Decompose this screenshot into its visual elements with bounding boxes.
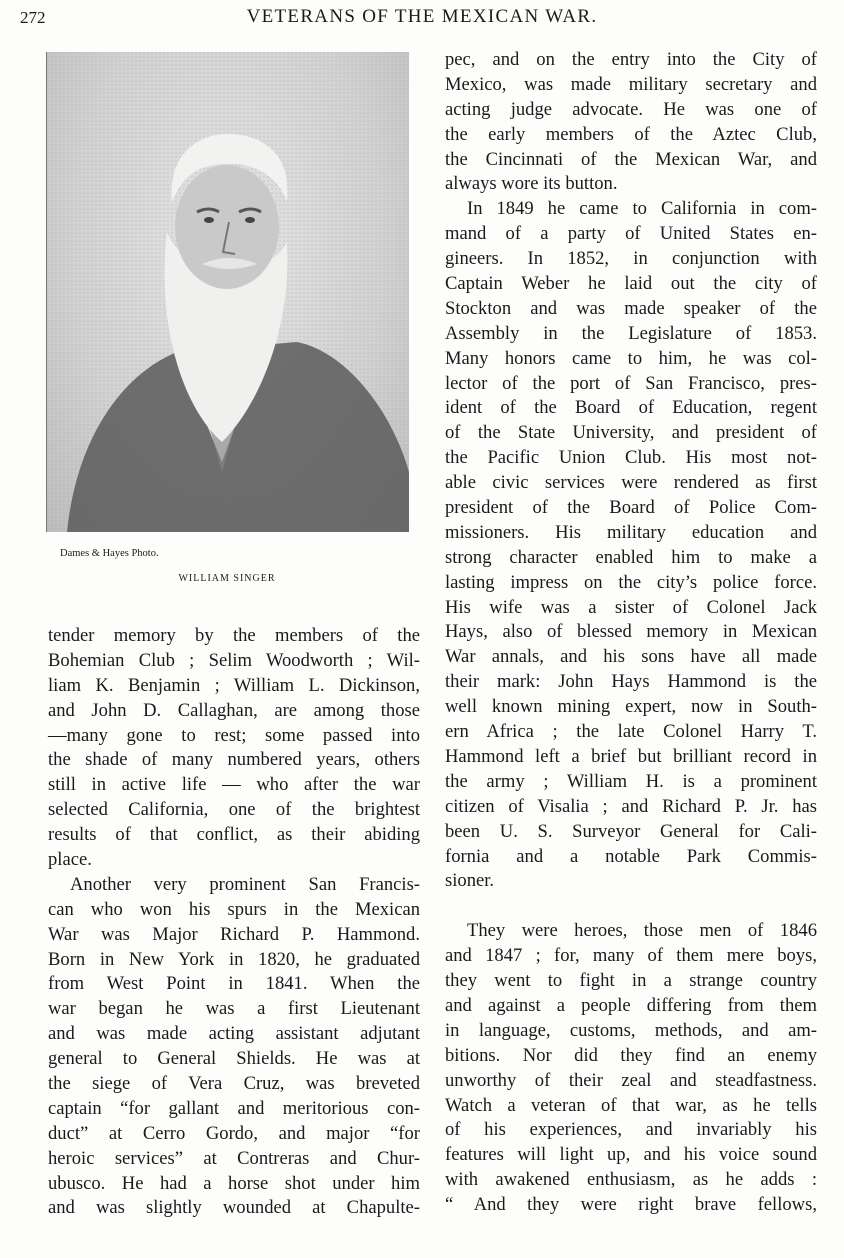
text-line: captain “for gallant and meritorious con- — [48, 1097, 420, 1119]
text-line: the Pacific Union Club. His most not- — [445, 447, 817, 469]
text-line: In 1849 he came to California in com- — [467, 198, 817, 220]
text-line: able civic services were rendered as first — [445, 472, 817, 494]
text-line: been U. S. Surveyor General for Cali- — [445, 820, 817, 842]
text-line: results of that conflict, as their abiding — [48, 824, 420, 846]
text-line: ident of the Board of Education, regent — [445, 397, 817, 419]
portrait-photo — [46, 52, 409, 532]
figure-caption: WILLIAM SINGER — [178, 573, 276, 584]
page-number: 272 — [20, 8, 46, 27]
text-line: Many honors came to him, he was col- — [445, 347, 817, 369]
text-line: Assembly in the Legislature of 1853. — [445, 322, 817, 344]
text-line: general to General Shields. He was at — [48, 1048, 420, 1070]
text-line: selected California, one of the brightest — [48, 799, 420, 821]
text-line: citizen of Visalia ; and Richard P. Jr. has — [445, 795, 817, 817]
text-line: Hammond left a brief but brilliant record in — [445, 745, 817, 767]
text-line: tender memory by the members of the — [48, 625, 420, 646]
text-line: president of the Board of Police Com- — [445, 497, 817, 519]
text-line: and against a people differing from them — [445, 994, 817, 1016]
text-line: ubusco. He had a horse shot under him — [48, 1172, 420, 1194]
text-line: in language, customs, methods, and am- — [445, 1019, 817, 1041]
running-title: VETERANS OF THE MEXICAN WAR. — [246, 6, 598, 27]
text-line: duct” at Cerro Gordo, and major “for — [48, 1122, 420, 1144]
text-line: with awakened enthusiasm, as he adds : — [445, 1169, 817, 1191]
text-line: the siege of Vera Cruz, was breveted — [48, 1073, 420, 1095]
text-line: They were heroes, those men of 1846 — [467, 920, 817, 942]
text-line: features will light up, and his voice sound — [445, 1144, 817, 1166]
photo-credit: Dames & Hayes Photo. — [60, 548, 159, 559]
text-line: can who won his spurs in the Mexican — [48, 898, 420, 920]
text-line: still in active life — who after the war — [48, 774, 420, 796]
text-line: pec, and on the entry into the City of — [445, 49, 817, 70]
text-line: lasting impress on the city’s police force. — [445, 571, 817, 593]
text-line: the early members of the Aztec Club, — [445, 123, 817, 145]
text-line: fornia and a notable Park Commis- — [445, 845, 817, 867]
text-line: unworthy of their zeal and steadfastness. — [445, 1069, 817, 1091]
text-line: war began he was a first Lieutenant — [48, 998, 420, 1020]
text-line: sioner. — [445, 870, 495, 892]
text-line: heroic services” at Contreras and Chur- — [48, 1147, 420, 1169]
text-line: they went to fight in a strange country — [445, 970, 817, 992]
text-line: mand of a party of United States en- — [445, 223, 817, 245]
text-line: —many gone to rest; some passed into — [48, 724, 420, 746]
text-line: their mark: John Hays Hammond is the — [445, 671, 817, 693]
text-line: always wore its button. — [445, 173, 618, 195]
text-line: War annals, and his sons have all made — [445, 646, 817, 668]
text-line: and 1847 ; for, many of them mere boys, — [445, 945, 817, 967]
text-line: Bohemian Club ; Selim Woodworth ; Wil- — [48, 649, 420, 671]
right-text-column — [445, 48, 817, 1218]
portrait-illustration — [47, 52, 409, 532]
text-line: strong character enabled him to make a — [445, 546, 817, 568]
text-line: the shade of many numbered years, others — [48, 749, 420, 771]
text-line: well known mining expert, now in South- — [445, 696, 817, 718]
text-line: bitions. Nor did they find an enemy — [445, 1044, 817, 1066]
text-line: Hays, also of blessed memory in Mexican — [445, 621, 817, 643]
text-line: acting judge advocate. He was one of — [445, 98, 817, 120]
page-header — [0, 6, 844, 32]
text-line: His wife was a sister of Colonel Jack — [445, 596, 817, 618]
text-line: Watch a veteran of that war, as he tells — [445, 1094, 817, 1116]
text-line: the Cincinnati of the Mexican War, and — [445, 148, 817, 170]
text-line: “ And they were right brave fellows, — [445, 1194, 817, 1216]
text-line: Mexico, was made military secretary and — [445, 73, 817, 95]
text-line: lector of the port of San Francisco, pres- — [445, 372, 817, 394]
text-line: missioners. His military education and — [445, 521, 817, 543]
text-line: and John D. Callaghan, are among those — [48, 699, 420, 721]
text-line: the army ; William H. is a prominent — [445, 770, 817, 792]
text-line: place. — [48, 849, 92, 871]
text-line: from West Point in 1841. When the — [48, 973, 420, 995]
text-line: of his experiences, and invariably his — [445, 1119, 817, 1141]
text-line: of the State University, and president of — [445, 422, 817, 444]
text-line: Captain Weber he laid out the city of — [445, 273, 817, 295]
text-line: War was Major Richard P. Hammond. — [48, 923, 420, 945]
text-line: liam K. Benjamin ; William L. Dickinson, — [48, 674, 420, 696]
text-line: Born in New York in 1820, he graduated — [48, 948, 420, 970]
left-text-column — [48, 624, 420, 1221]
text-line: Another very prominent San Francis- — [70, 873, 420, 895]
text-line: Stockton and was made speaker of the — [445, 297, 817, 319]
paragraph-gap — [445, 894, 817, 919]
text-line: gineers. In 1852, in conjunction with — [445, 248, 817, 270]
text-line: and was slightly wounded at Chapulte- — [48, 1197, 420, 1219]
text-line: and was made acting assistant adjutant — [48, 1023, 420, 1045]
text-line: ern Africa ; the late Colonel Harry T. — [445, 721, 817, 743]
